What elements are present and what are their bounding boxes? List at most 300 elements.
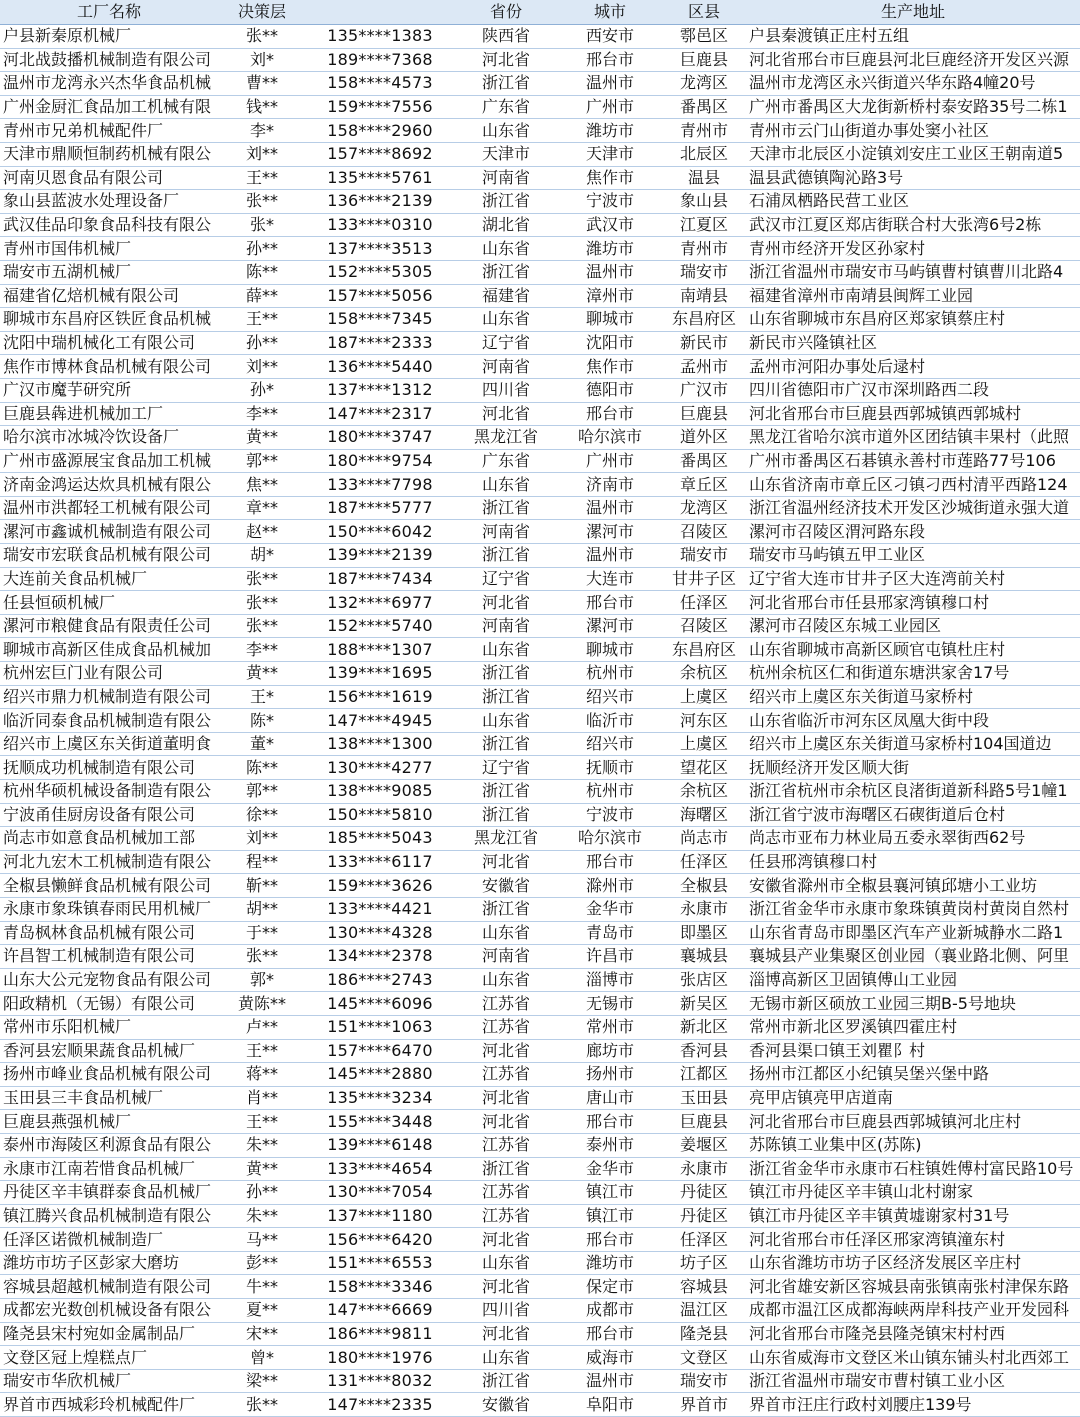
factory-name-cell[interactable]: 福建省亿焙机械有限公司 bbox=[0, 284, 218, 308]
province-cell[interactable]: 河北省 bbox=[454, 591, 558, 615]
city-cell[interactable]: 绍兴市 bbox=[558, 685, 662, 709]
address-cell[interactable]: 山东省聊城市东昌府区郑家镇蔡庄村 bbox=[746, 308, 1080, 332]
decision-maker-cell[interactable]: 宋** bbox=[218, 1322, 306, 1346]
phone-cell[interactable]: 135****5761 bbox=[306, 166, 454, 190]
city-cell[interactable]: 德阳市 bbox=[558, 378, 662, 402]
decision-maker-cell[interactable]: 王* bbox=[218, 685, 306, 709]
phone-cell[interactable]: 130****4328 bbox=[306, 921, 454, 945]
factory-name-cell[interactable]: 绍兴市鼎力机械制造有限公司 bbox=[0, 685, 218, 709]
decision-maker-cell[interactable]: 张** bbox=[218, 591, 306, 615]
city-cell[interactable]: 邢台市 bbox=[558, 48, 662, 72]
district-cell[interactable]: 象山县 bbox=[662, 190, 746, 214]
decision-maker-cell[interactable]: 赵** bbox=[218, 520, 306, 544]
decision-maker-cell[interactable]: 李* bbox=[218, 119, 306, 143]
city-cell[interactable]: 杭州市 bbox=[558, 780, 662, 804]
decision-maker-cell[interactable]: 张** bbox=[218, 614, 306, 638]
factory-name-cell[interactable]: 全椒县懒鲜食品机械有限公司 bbox=[0, 874, 218, 898]
factory-name-cell[interactable]: 温州市洪都轻工机械有限公司 bbox=[0, 496, 218, 520]
factory-name-cell[interactable]: 温州市龙湾永兴杰华食品机械 bbox=[0, 72, 218, 96]
phone-cell[interactable]: 139****2139 bbox=[306, 544, 454, 568]
city-cell[interactable]: 无锡市 bbox=[558, 992, 662, 1016]
phone-cell[interactable]: 133****4421 bbox=[306, 897, 454, 921]
phone-cell[interactable]: 157****6470 bbox=[306, 1039, 454, 1063]
phone-cell[interactable]: 130****4277 bbox=[306, 756, 454, 780]
district-cell[interactable]: 新吴区 bbox=[662, 992, 746, 1016]
city-cell[interactable]: 宁波市 bbox=[558, 803, 662, 827]
decision-maker-cell[interactable]: 程** bbox=[218, 850, 306, 874]
phone-cell[interactable]: 134****2378 bbox=[306, 945, 454, 969]
city-cell[interactable]: 温州市 bbox=[558, 544, 662, 568]
district-cell[interactable]: 青州市 bbox=[662, 119, 746, 143]
factory-name-cell[interactable]: 任县恒硕机械厂 bbox=[0, 591, 218, 615]
city-cell[interactable]: 焦作市 bbox=[558, 166, 662, 190]
province-cell[interactable]: 浙江省 bbox=[454, 190, 558, 214]
phone-cell[interactable]: 156****1619 bbox=[306, 685, 454, 709]
address-cell[interactable]: 山东省青岛市即墨区汽车产业新城静水二路1 bbox=[746, 921, 1080, 945]
phone-cell[interactable]: 180****1976 bbox=[306, 1346, 454, 1370]
address-cell[interactable]: 亮甲店镇亮甲店道南 bbox=[746, 1086, 1080, 1110]
phone-cell[interactable]: 156****6420 bbox=[306, 1228, 454, 1252]
phone-cell[interactable]: 159****3626 bbox=[306, 874, 454, 898]
province-cell[interactable]: 福建省 bbox=[454, 284, 558, 308]
province-cell[interactable]: 河北省 bbox=[454, 48, 558, 72]
city-cell[interactable]: 阜阳市 bbox=[558, 1393, 662, 1417]
province-cell[interactable]: 浙江省 bbox=[454, 260, 558, 284]
header-factory-name[interactable]: 工厂名称 bbox=[0, 0, 218, 25]
district-cell[interactable]: 永康市 bbox=[662, 897, 746, 921]
district-cell[interactable]: 丹徒区 bbox=[662, 1204, 746, 1228]
address-cell[interactable]: 绍兴市上虞区东关街道马家桥村 bbox=[746, 685, 1080, 709]
decision-maker-cell[interactable]: 王** bbox=[218, 1110, 306, 1134]
factory-name-cell[interactable]: 阳政精机（无锡）有限公司 bbox=[0, 992, 218, 1016]
factory-name-cell[interactable]: 河北战鼓播机械制造有限公司 bbox=[0, 48, 218, 72]
district-cell[interactable]: 北辰区 bbox=[662, 142, 746, 166]
factory-name-cell[interactable]: 宁波甬佳厨房设备有限公司 bbox=[0, 803, 218, 827]
address-cell[interactable]: 扬州市江都区小纪镇吴堡兴堡中路 bbox=[746, 1063, 1080, 1087]
factory-name-cell[interactable]: 焦作市博林食品机械有限公司 bbox=[0, 355, 218, 379]
factory-name-cell[interactable]: 尚志市如意食品机械加工部 bbox=[0, 827, 218, 851]
decision-maker-cell[interactable]: 张** bbox=[218, 190, 306, 214]
phone-cell[interactable]: 157****5056 bbox=[306, 284, 454, 308]
decision-maker-cell[interactable]: 曾* bbox=[218, 1346, 306, 1370]
district-cell[interactable]: 道外区 bbox=[662, 426, 746, 450]
city-cell[interactable]: 青岛市 bbox=[558, 921, 662, 945]
phone-cell[interactable]: 145****2880 bbox=[306, 1063, 454, 1087]
province-cell[interactable]: 河南省 bbox=[454, 166, 558, 190]
factory-name-cell[interactable]: 济南金鸿运达炊具机械有限公 bbox=[0, 473, 218, 497]
address-cell[interactable]: 四川省德阳市广汉市深圳路西二段 bbox=[746, 378, 1080, 402]
address-cell[interactable]: 苏陈镇工业集中区(苏陈) bbox=[746, 1133, 1080, 1157]
phone-cell[interactable]: 133****4654 bbox=[306, 1157, 454, 1181]
district-cell[interactable]: 瑞安市 bbox=[662, 544, 746, 568]
address-cell[interactable]: 任县邢湾镇穆口村 bbox=[746, 850, 1080, 874]
decision-maker-cell[interactable]: 郭** bbox=[218, 780, 306, 804]
address-cell[interactable]: 浙江省金华市永康市石柱镇姓傅村富民路10号 bbox=[746, 1157, 1080, 1181]
province-cell[interactable]: 河北省 bbox=[454, 1039, 558, 1063]
province-cell[interactable]: 辽宁省 bbox=[454, 331, 558, 355]
phone-cell[interactable]: 180****9754 bbox=[306, 449, 454, 473]
district-cell[interactable]: 余杭区 bbox=[662, 780, 746, 804]
address-cell[interactable]: 镇江市丹徒区辛丰镇山北村谢家 bbox=[746, 1181, 1080, 1205]
district-cell[interactable]: 姜堰区 bbox=[662, 1133, 746, 1157]
phone-cell[interactable]: 151****1063 bbox=[306, 1015, 454, 1039]
decision-maker-cell[interactable]: 张** bbox=[218, 567, 306, 591]
city-cell[interactable]: 淄博市 bbox=[558, 968, 662, 992]
city-cell[interactable]: 邢台市 bbox=[558, 591, 662, 615]
phone-cell[interactable]: 187****2333 bbox=[306, 331, 454, 355]
phone-cell[interactable]: 137****1180 bbox=[306, 1204, 454, 1228]
city-cell[interactable]: 廊坊市 bbox=[558, 1039, 662, 1063]
decision-maker-cell[interactable]: 孙** bbox=[218, 237, 306, 261]
header-city[interactable]: 城市 bbox=[558, 0, 662, 25]
province-cell[interactable]: 河北省 bbox=[454, 1110, 558, 1134]
province-cell[interactable]: 江苏省 bbox=[454, 1204, 558, 1228]
factory-name-cell[interactable]: 常州市乐阳机械厂 bbox=[0, 1015, 218, 1039]
city-cell[interactable]: 杭州市 bbox=[558, 662, 662, 686]
city-cell[interactable]: 温州市 bbox=[558, 496, 662, 520]
decision-maker-cell[interactable]: 王** bbox=[218, 1039, 306, 1063]
decision-maker-cell[interactable]: 卢** bbox=[218, 1015, 306, 1039]
phone-cell[interactable]: 159****7556 bbox=[306, 95, 454, 119]
factory-name-cell[interactable]: 杭州华硕机械设备制造有限公 bbox=[0, 780, 218, 804]
address-cell[interactable]: 河北省邢台市隆尧县隆尧镇宋村村西 bbox=[746, 1322, 1080, 1346]
decision-maker-cell[interactable]: 肖** bbox=[218, 1086, 306, 1110]
address-cell[interactable]: 镇江市丹徒区辛丰镇黄墟谢家村31号 bbox=[746, 1204, 1080, 1228]
city-cell[interactable]: 济南市 bbox=[558, 473, 662, 497]
decision-maker-cell[interactable]: 陈** bbox=[218, 260, 306, 284]
factory-name-cell[interactable]: 漯河市鑫诚机械制造有限公司 bbox=[0, 520, 218, 544]
district-cell[interactable]: 召陵区 bbox=[662, 520, 746, 544]
header-phone[interactable] bbox=[306, 0, 454, 25]
address-cell[interactable]: 河北省邢台市巨鹿县西郭城镇河北庄村 bbox=[746, 1110, 1080, 1134]
province-cell[interactable]: 浙江省 bbox=[454, 72, 558, 96]
address-cell[interactable]: 杭州余杭区仁和街道东塘洪家舍17号 bbox=[746, 662, 1080, 686]
district-cell[interactable]: 瑞安市 bbox=[662, 1369, 746, 1393]
decision-maker-cell[interactable]: 蒋** bbox=[218, 1063, 306, 1087]
phone-cell[interactable]: 147****6669 bbox=[306, 1299, 454, 1323]
factory-name-cell[interactable]: 巨鹿县犇进机械加工厂 bbox=[0, 402, 218, 426]
city-cell[interactable]: 哈尔滨市 bbox=[558, 426, 662, 450]
province-cell[interactable]: 安徽省 bbox=[454, 1393, 558, 1417]
province-cell[interactable]: 河南省 bbox=[454, 520, 558, 544]
district-cell[interactable]: 召陵区 bbox=[662, 614, 746, 638]
district-cell[interactable]: 番禺区 bbox=[662, 449, 746, 473]
decision-maker-cell[interactable]: 孙** bbox=[218, 1181, 306, 1205]
address-cell[interactable]: 武汉市江夏区郑店街联合村大张湾6号2栋 bbox=[746, 213, 1080, 237]
decision-maker-cell[interactable]: 夏** bbox=[218, 1299, 306, 1323]
factory-name-cell[interactable]: 河南贝恩食品有限公司 bbox=[0, 166, 218, 190]
phone-cell[interactable]: 136****2139 bbox=[306, 190, 454, 214]
province-cell[interactable]: 河南省 bbox=[454, 355, 558, 379]
province-cell[interactable]: 浙江省 bbox=[454, 496, 558, 520]
city-cell[interactable]: 镇江市 bbox=[558, 1204, 662, 1228]
decision-maker-cell[interactable]: 薛** bbox=[218, 284, 306, 308]
district-cell[interactable]: 东昌府区 bbox=[662, 308, 746, 332]
district-cell[interactable]: 广汉市 bbox=[662, 378, 746, 402]
decision-maker-cell[interactable]: 郭* bbox=[218, 968, 306, 992]
phone-cell[interactable]: 138****9085 bbox=[306, 780, 454, 804]
district-cell[interactable]: 江都区 bbox=[662, 1063, 746, 1087]
district-cell[interactable]: 鄠邑区 bbox=[662, 25, 746, 49]
province-cell[interactable]: 江苏省 bbox=[454, 1133, 558, 1157]
district-cell[interactable]: 任泽区 bbox=[662, 850, 746, 874]
address-cell[interactable]: 香河县渠口镇王刘瞿阝村 bbox=[746, 1039, 1080, 1063]
phone-cell[interactable]: 158****2960 bbox=[306, 119, 454, 143]
phone-cell[interactable]: 132****6977 bbox=[306, 591, 454, 615]
header-address[interactable]: 生产地址 bbox=[746, 0, 1080, 25]
factory-name-cell[interactable]: 丹徒区辛丰镇群泰食品机械厂 bbox=[0, 1181, 218, 1205]
factory-name-cell[interactable]: 临沂同泰食品机械制造有限公 bbox=[0, 709, 218, 733]
city-cell[interactable]: 天津市 bbox=[558, 142, 662, 166]
district-cell[interactable]: 望花区 bbox=[662, 756, 746, 780]
district-cell[interactable]: 巨鹿县 bbox=[662, 1110, 746, 1134]
decision-maker-cell[interactable]: 黄** bbox=[218, 426, 306, 450]
phone-cell[interactable]: 145****6096 bbox=[306, 992, 454, 1016]
factory-name-cell[interactable]: 漯河市粮健食品有限责任公司 bbox=[0, 614, 218, 638]
district-cell[interactable]: 丹徒区 bbox=[662, 1181, 746, 1205]
decision-maker-cell[interactable]: 朱** bbox=[218, 1133, 306, 1157]
factory-name-cell[interactable]: 山东大公元宠物食品有限公司 bbox=[0, 968, 218, 992]
address-cell[interactable]: 河北省邢台市巨鹿县河北巨鹿经济开发区兴源 bbox=[746, 48, 1080, 72]
phone-cell[interactable]: 151****6553 bbox=[306, 1251, 454, 1275]
city-cell[interactable]: 漯河市 bbox=[558, 614, 662, 638]
factory-name-cell[interactable]: 武汉佳品印象食品科技有限公 bbox=[0, 213, 218, 237]
city-cell[interactable]: 西安市 bbox=[558, 25, 662, 49]
decision-maker-cell[interactable]: 彭** bbox=[218, 1251, 306, 1275]
decision-maker-cell[interactable]: 刘** bbox=[218, 142, 306, 166]
factory-name-cell[interactable]: 哈尔滨市冰城冷饮设备厂 bbox=[0, 426, 218, 450]
province-cell[interactable]: 陕西省 bbox=[454, 25, 558, 49]
factory-name-cell[interactable]: 大连前关食品机械厂 bbox=[0, 567, 218, 591]
decision-maker-cell[interactable]: 李** bbox=[218, 402, 306, 426]
factory-name-cell[interactable]: 界首市西城彩玲机械配件厂 bbox=[0, 1393, 218, 1417]
district-cell[interactable]: 香河县 bbox=[662, 1039, 746, 1063]
phone-cell[interactable]: 133****7798 bbox=[306, 473, 454, 497]
province-cell[interactable]: 河北省 bbox=[454, 1322, 558, 1346]
district-cell[interactable]: 任泽区 bbox=[662, 591, 746, 615]
address-cell[interactable]: 山东省威海市文登区米山镇东铺头村北西郊工 bbox=[746, 1346, 1080, 1370]
province-cell[interactable]: 山东省 bbox=[454, 119, 558, 143]
factory-name-cell[interactable]: 绍兴市上虞区东关街道董明食 bbox=[0, 732, 218, 756]
factory-name-cell[interactable]: 许昌智工机械制造有限公司 bbox=[0, 945, 218, 969]
district-cell[interactable]: 番禺区 bbox=[662, 95, 746, 119]
province-cell[interactable]: 山东省 bbox=[454, 921, 558, 945]
province-cell[interactable]: 浙江省 bbox=[454, 1157, 558, 1181]
province-cell[interactable]: 浙江省 bbox=[454, 780, 558, 804]
city-cell[interactable]: 温州市 bbox=[558, 72, 662, 96]
decision-maker-cell[interactable]: 陈** bbox=[218, 756, 306, 780]
factory-name-cell[interactable]: 成都宏光数创机械设备有限公 bbox=[0, 1299, 218, 1323]
phone-cell[interactable]: 139****6148 bbox=[306, 1133, 454, 1157]
province-cell[interactable]: 四川省 bbox=[454, 1299, 558, 1323]
province-cell[interactable]: 辽宁省 bbox=[454, 567, 558, 591]
address-cell[interactable]: 淄博高新区卫固镇傅山工业园 bbox=[746, 968, 1080, 992]
province-cell[interactable]: 黑龙江省 bbox=[454, 426, 558, 450]
phone-cell[interactable]: 185****5043 bbox=[306, 827, 454, 851]
address-cell[interactable]: 界首市汪庄行政村刘腰庄139号 bbox=[746, 1393, 1080, 1417]
district-cell[interactable]: 襄城县 bbox=[662, 945, 746, 969]
factory-name-cell[interactable]: 杭州宏巨门业有限公司 bbox=[0, 662, 218, 686]
phone-cell[interactable]: 158****4573 bbox=[306, 72, 454, 96]
phone-cell[interactable]: 187****5777 bbox=[306, 496, 454, 520]
province-cell[interactable]: 广东省 bbox=[454, 95, 558, 119]
factory-name-cell[interactable]: 瑞安市华欣机械厂 bbox=[0, 1369, 218, 1393]
province-cell[interactable]: 湖北省 bbox=[454, 213, 558, 237]
phone-cell[interactable]: 186****9811 bbox=[306, 1322, 454, 1346]
phone-cell[interactable]: 133****6117 bbox=[306, 850, 454, 874]
province-cell[interactable]: 辽宁省 bbox=[454, 756, 558, 780]
address-cell[interactable]: 温县武德镇陶沁路3号 bbox=[746, 166, 1080, 190]
city-cell[interactable]: 唐山市 bbox=[558, 1086, 662, 1110]
city-cell[interactable]: 潍坊市 bbox=[558, 237, 662, 261]
factory-name-cell[interactable]: 扬州市峰业食品机械有限公司 bbox=[0, 1063, 218, 1087]
district-cell[interactable]: 龙湾区 bbox=[662, 496, 746, 520]
decision-maker-cell[interactable]: 黄** bbox=[218, 1157, 306, 1181]
province-cell[interactable]: 浙江省 bbox=[454, 544, 558, 568]
decision-maker-cell[interactable]: 王** bbox=[218, 308, 306, 332]
header-decision-maker[interactable]: 决策层 bbox=[218, 0, 306, 25]
district-cell[interactable]: 河东区 bbox=[662, 709, 746, 733]
factory-name-cell[interactable]: 抚顺成功机械制造有限公司 bbox=[0, 756, 218, 780]
district-cell[interactable]: 东昌府区 bbox=[662, 638, 746, 662]
address-cell[interactable]: 无锡市新区硕放工业园三期B-5号地块 bbox=[746, 992, 1080, 1016]
address-cell[interactable]: 浙江省温州市瑞安市曹村镇工业小区 bbox=[746, 1369, 1080, 1393]
district-cell[interactable]: 即墨区 bbox=[662, 921, 746, 945]
phone-cell[interactable]: 133****0310 bbox=[306, 213, 454, 237]
address-cell[interactable]: 福建省漳州市南靖县闽辉工业园 bbox=[746, 284, 1080, 308]
factory-name-cell[interactable]: 广州金厨汇食品加工机械有限 bbox=[0, 95, 218, 119]
address-cell[interactable]: 漯河市召陵区东城工业园区 bbox=[746, 614, 1080, 638]
address-cell[interactable]: 山东省临沂市河东区凤凰大街中段 bbox=[746, 709, 1080, 733]
factory-name-cell[interactable]: 文登区冠上煌糕点厂 bbox=[0, 1346, 218, 1370]
phone-cell[interactable]: 147****2335 bbox=[306, 1393, 454, 1417]
city-cell[interactable]: 聊城市 bbox=[558, 308, 662, 332]
city-cell[interactable]: 许昌市 bbox=[558, 945, 662, 969]
address-cell[interactable]: 瑞安市马屿镇五甲工业区 bbox=[746, 544, 1080, 568]
province-cell[interactable]: 山东省 bbox=[454, 237, 558, 261]
city-cell[interactable]: 抚顺市 bbox=[558, 756, 662, 780]
phone-cell[interactable]: 131****8032 bbox=[306, 1369, 454, 1393]
decision-maker-cell[interactable]: 张** bbox=[218, 1393, 306, 1417]
province-cell[interactable]: 河北省 bbox=[454, 402, 558, 426]
address-cell[interactable]: 孟州市河阳办事处后逯村 bbox=[746, 355, 1080, 379]
phone-cell[interactable]: 138****1300 bbox=[306, 732, 454, 756]
district-cell[interactable]: 全椒县 bbox=[662, 874, 746, 898]
decision-maker-cell[interactable]: 孙* bbox=[218, 378, 306, 402]
factory-name-cell[interactable]: 青岛枫林食品机械有限公司 bbox=[0, 921, 218, 945]
district-cell[interactable]: 上虞区 bbox=[662, 685, 746, 709]
factory-name-cell[interactable]: 瑞安市五湖机械厂 bbox=[0, 260, 218, 284]
city-cell[interactable]: 邢台市 bbox=[558, 850, 662, 874]
district-cell[interactable]: 余杭区 bbox=[662, 662, 746, 686]
province-cell[interactable]: 河北省 bbox=[454, 1275, 558, 1299]
factory-name-cell[interactable]: 瑞安市宏联食品机械有限公司 bbox=[0, 544, 218, 568]
factory-name-cell[interactable]: 象山县蓝波水处理设备厂 bbox=[0, 190, 218, 214]
address-cell[interactable]: 安徽省滁州市全椒县襄河镇邱塘小工业坊 bbox=[746, 874, 1080, 898]
city-cell[interactable]: 漯河市 bbox=[558, 520, 662, 544]
decision-maker-cell[interactable]: 刘* bbox=[218, 48, 306, 72]
decision-maker-cell[interactable]: 刘** bbox=[218, 827, 306, 851]
decision-maker-cell[interactable]: 王** bbox=[218, 166, 306, 190]
city-cell[interactable]: 焦作市 bbox=[558, 355, 662, 379]
phone-cell[interactable]: 187****7434 bbox=[306, 567, 454, 591]
phone-cell[interactable]: 150****5810 bbox=[306, 803, 454, 827]
decision-maker-cell[interactable]: 黄** bbox=[218, 662, 306, 686]
phone-cell[interactable]: 137****1312 bbox=[306, 378, 454, 402]
district-cell[interactable]: 新民市 bbox=[662, 331, 746, 355]
phone-cell[interactable]: 188****1307 bbox=[306, 638, 454, 662]
address-cell[interactable]: 襄城县产业集聚区创业园（襄业路北侧、阿里 bbox=[746, 945, 1080, 969]
province-cell[interactable]: 山东省 bbox=[454, 1346, 558, 1370]
city-cell[interactable]: 扬州市 bbox=[558, 1063, 662, 1087]
phone-cell[interactable]: 189****7368 bbox=[306, 48, 454, 72]
district-cell[interactable]: 容城县 bbox=[662, 1275, 746, 1299]
city-cell[interactable]: 潍坊市 bbox=[558, 1251, 662, 1275]
district-cell[interactable]: 章丘区 bbox=[662, 473, 746, 497]
phone-cell[interactable]: 155****3448 bbox=[306, 1110, 454, 1134]
province-cell[interactable]: 江苏省 bbox=[454, 1063, 558, 1087]
city-cell[interactable]: 沈阳市 bbox=[558, 331, 662, 355]
district-cell[interactable]: 张店区 bbox=[662, 968, 746, 992]
decision-maker-cell[interactable]: 钱** bbox=[218, 95, 306, 119]
address-cell[interactable]: 山东省潍坊市坊子区经济发展区辛庄村 bbox=[746, 1251, 1080, 1275]
city-cell[interactable]: 滁州市 bbox=[558, 874, 662, 898]
address-cell[interactable]: 漯河市召陵区渭河路东段 bbox=[746, 520, 1080, 544]
phone-cell[interactable]: 147****2317 bbox=[306, 402, 454, 426]
province-cell[interactable]: 浙江省 bbox=[454, 1369, 558, 1393]
factory-name-cell[interactable]: 隆尧县宋村宛如金属制品厂 bbox=[0, 1322, 218, 1346]
decision-maker-cell[interactable]: 郭** bbox=[218, 449, 306, 473]
decision-maker-cell[interactable]: 曹** bbox=[218, 72, 306, 96]
district-cell[interactable]: 巨鹿县 bbox=[662, 402, 746, 426]
district-cell[interactable]: 界首市 bbox=[662, 1393, 746, 1417]
city-cell[interactable]: 邢台市 bbox=[558, 1322, 662, 1346]
factory-name-cell[interactable]: 广汉市魔芋研究所 bbox=[0, 378, 218, 402]
city-cell[interactable]: 漳州市 bbox=[558, 284, 662, 308]
city-cell[interactable]: 绍兴市 bbox=[558, 732, 662, 756]
district-cell[interactable]: 甘井子区 bbox=[662, 567, 746, 591]
city-cell[interactable]: 邢台市 bbox=[558, 1110, 662, 1134]
phone-cell[interactable]: 135****3234 bbox=[306, 1086, 454, 1110]
address-cell[interactable]: 常州市新北区罗溪镇四霍庄村 bbox=[746, 1015, 1080, 1039]
district-cell[interactable]: 青州市 bbox=[662, 237, 746, 261]
address-cell[interactable]: 成都市温江区成都海峡两岸科技产业开发园科 bbox=[746, 1299, 1080, 1323]
factory-name-cell[interactable]: 青州市国伟机械厂 bbox=[0, 237, 218, 261]
province-cell[interactable]: 山东省 bbox=[454, 473, 558, 497]
decision-maker-cell[interactable]: 张** bbox=[218, 945, 306, 969]
phone-cell[interactable]: 130****7054 bbox=[306, 1181, 454, 1205]
province-cell[interactable]: 江苏省 bbox=[454, 1181, 558, 1205]
phone-cell[interactable]: 158****3346 bbox=[306, 1275, 454, 1299]
district-cell[interactable]: 坊子区 bbox=[662, 1251, 746, 1275]
decision-maker-cell[interactable]: 张* bbox=[218, 213, 306, 237]
city-cell[interactable]: 邢台市 bbox=[558, 1228, 662, 1252]
district-cell[interactable]: 任泽区 bbox=[662, 1228, 746, 1252]
address-cell[interactable]: 广州市番禺区大龙街新桥村泰安路35号二栋1 bbox=[746, 95, 1080, 119]
district-cell[interactable]: 江夏区 bbox=[662, 213, 746, 237]
province-cell[interactable]: 河北省 bbox=[454, 1086, 558, 1110]
district-cell[interactable]: 瑞安市 bbox=[662, 260, 746, 284]
address-cell[interactable]: 河北省雄安新区容城县南张镇南张村津保东路 bbox=[746, 1275, 1080, 1299]
city-cell[interactable]: 成都市 bbox=[558, 1299, 662, 1323]
province-cell[interactable]: 江苏省 bbox=[454, 992, 558, 1016]
district-cell[interactable]: 隆尧县 bbox=[662, 1322, 746, 1346]
phone-cell[interactable]: 150****6042 bbox=[306, 520, 454, 544]
address-cell[interactable]: 山东省济南市章丘区刁镇刁西村清平西路124 bbox=[746, 473, 1080, 497]
factory-name-cell[interactable]: 永康市象珠镇春雨民用机械厂 bbox=[0, 897, 218, 921]
district-cell[interactable]: 温县 bbox=[662, 166, 746, 190]
district-cell[interactable]: 上虞区 bbox=[662, 732, 746, 756]
